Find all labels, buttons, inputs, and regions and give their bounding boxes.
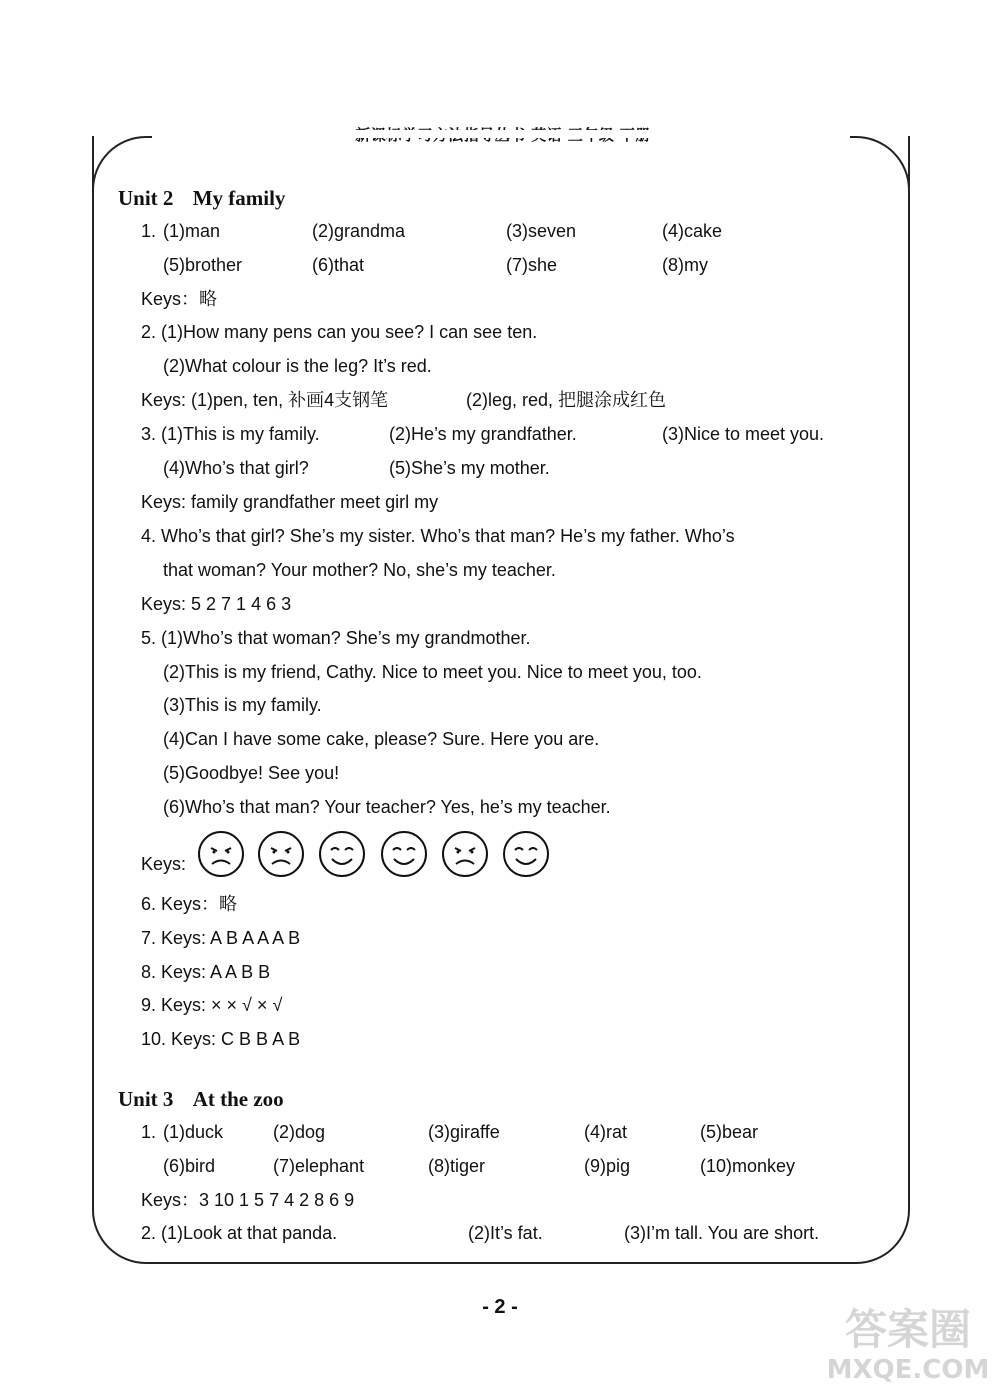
frame-top-gap: [152, 130, 850, 138]
unit2-number: Unit 2: [118, 186, 174, 210]
unit3-q2-item: (2)It’s fat.: [468, 1223, 543, 1243]
unit3-number: Unit 3: [118, 1087, 174, 1111]
unit3-q1-item: (5)bear: [700, 1122, 759, 1142]
unit3-q1-item: (9)pig: [584, 1156, 631, 1176]
unit2-q5-keys-label: Keys:: [141, 854, 187, 874]
sad-face-icon: [257, 830, 305, 878]
unit2-q3-item: (5)She’s my mother.: [389, 458, 550, 478]
unit3-title: At the zoo: [192, 1087, 284, 1111]
unit3-q1-item: (8)tiger: [428, 1156, 486, 1176]
unit3-q1-item: (6)bird: [163, 1156, 216, 1176]
unit2-q3-item: (2)He’s my grandfather.: [389, 424, 577, 444]
unit2-q5-line: 5. (1)Who’s that woman? She’s my grandmother.: [141, 628, 531, 648]
unit2-q7: 7. Keys: A B A A A B: [141, 928, 301, 948]
unit3-q1-num: 1.: [141, 1122, 157, 1142]
unit2-q1-keys: Keys：略: [141, 289, 218, 309]
unit3-q1-item: (3)giraffe: [428, 1122, 500, 1142]
unit2-q4-keys: Keys: 5 2 7 1 4 6 3: [141, 594, 292, 614]
unit2-q2-line: 2. (1)How many pens can you see? I can see ten.: [141, 322, 538, 342]
unit2-q1-item: (6)that: [312, 255, 365, 275]
unit2-q6: 6. Keys：略: [141, 894, 238, 914]
unit2-q3-item: (3)Nice to meet you.: [662, 424, 825, 444]
unit2-q1-item: (3)seven: [506, 221, 577, 241]
unit3-q1-item: (4)rat: [584, 1122, 628, 1142]
unit2-title: My family: [192, 186, 286, 210]
watermark-text-en: MXQE.COM: [826, 1355, 990, 1384]
unit3-q1-item: (1)duck: [163, 1122, 224, 1142]
unit3-q2-item: 2. (1)Look at that panda.: [141, 1223, 338, 1243]
unit3-q2-item: (3)I’m tall. You are short.: [624, 1223, 820, 1243]
unit2-heading: [118, 186, 285, 211]
watermark-logo: [826, 1298, 990, 1384]
unit2-q9: 9. Keys: × × √ × √: [141, 995, 283, 1015]
unit2-q1-item: (2)grandma: [312, 221, 406, 241]
unit3-q1-item: (2)dog: [273, 1122, 326, 1142]
unit2-q4-line: 4. Who’s that girl? She’s my sister. Who’s that man? He’s my father. Who’s: [141, 526, 735, 546]
unit2-q1-num: 1.: [141, 221, 157, 241]
unit2-q5-line: (3)This is my family.: [163, 695, 322, 715]
unit2-q5-line: (2)This is my friend, Cathy. Nice to meet you. Nice to meet you, too.: [163, 662, 702, 682]
unit2-q1-item: (5)brother: [163, 255, 243, 275]
unit3-heading: [118, 1087, 284, 1112]
sad-face-icon: [441, 830, 489, 878]
unit2-q10: 10. Keys: C B B A B: [141, 1029, 301, 1049]
unit3-q1-item: (10)monkey: [700, 1156, 796, 1176]
unit2-q1-item: (1)man: [163, 221, 221, 241]
unit2-q3-item: 3. (1)This is my family.: [141, 424, 320, 444]
unit2-q3-item: (4)Who’s that girl?: [163, 458, 309, 478]
page-number: - 2 -: [482, 1296, 518, 1318]
watermark-text-cn: 答案圈: [844, 1305, 972, 1354]
unit2-q4-line: that woman? Your mother? No, she’s my teacher.: [163, 560, 556, 580]
unit2-q2-line: (2)What colour is the leg? It’s red.: [163, 356, 432, 376]
unit2-q3-keys: Keys: family grandfather meet girl my: [141, 492, 439, 512]
unit2-q5-line: (6)Who’s that man? Your teacher? Yes, he’s my teacher.: [163, 797, 611, 817]
unit2-q1-item: (8)my: [662, 255, 708, 275]
happy-face-icon: [380, 830, 428, 878]
unit2-q5-line: (5)Goodbye! See you!: [163, 763, 340, 783]
unit2-q8: 8. Keys: A A B B: [141, 962, 271, 982]
unit2-q1-item: (7)she: [506, 255, 558, 275]
unit2-q5-line: (4)Can I have some cake, please? Sure. Here you are.: [163, 729, 600, 749]
unit2-q2-keys: (2)leg, red, 把腿涂成红色: [466, 390, 667, 410]
unit2-q1-item: (4)cake: [662, 221, 723, 241]
unit3-q1-keys: Keys：3 10 1 5 7 4 2 8 6 9: [141, 1190, 355, 1210]
happy-face-icon: [502, 830, 550, 878]
unit3-q1-item: (7)elephant: [273, 1156, 365, 1176]
unit2-q2-keys: Keys: (1)pen, ten, 补画4支钢笔: [141, 390, 389, 410]
happy-face-icon: [318, 830, 366, 878]
sad-face-icon: [197, 830, 245, 878]
